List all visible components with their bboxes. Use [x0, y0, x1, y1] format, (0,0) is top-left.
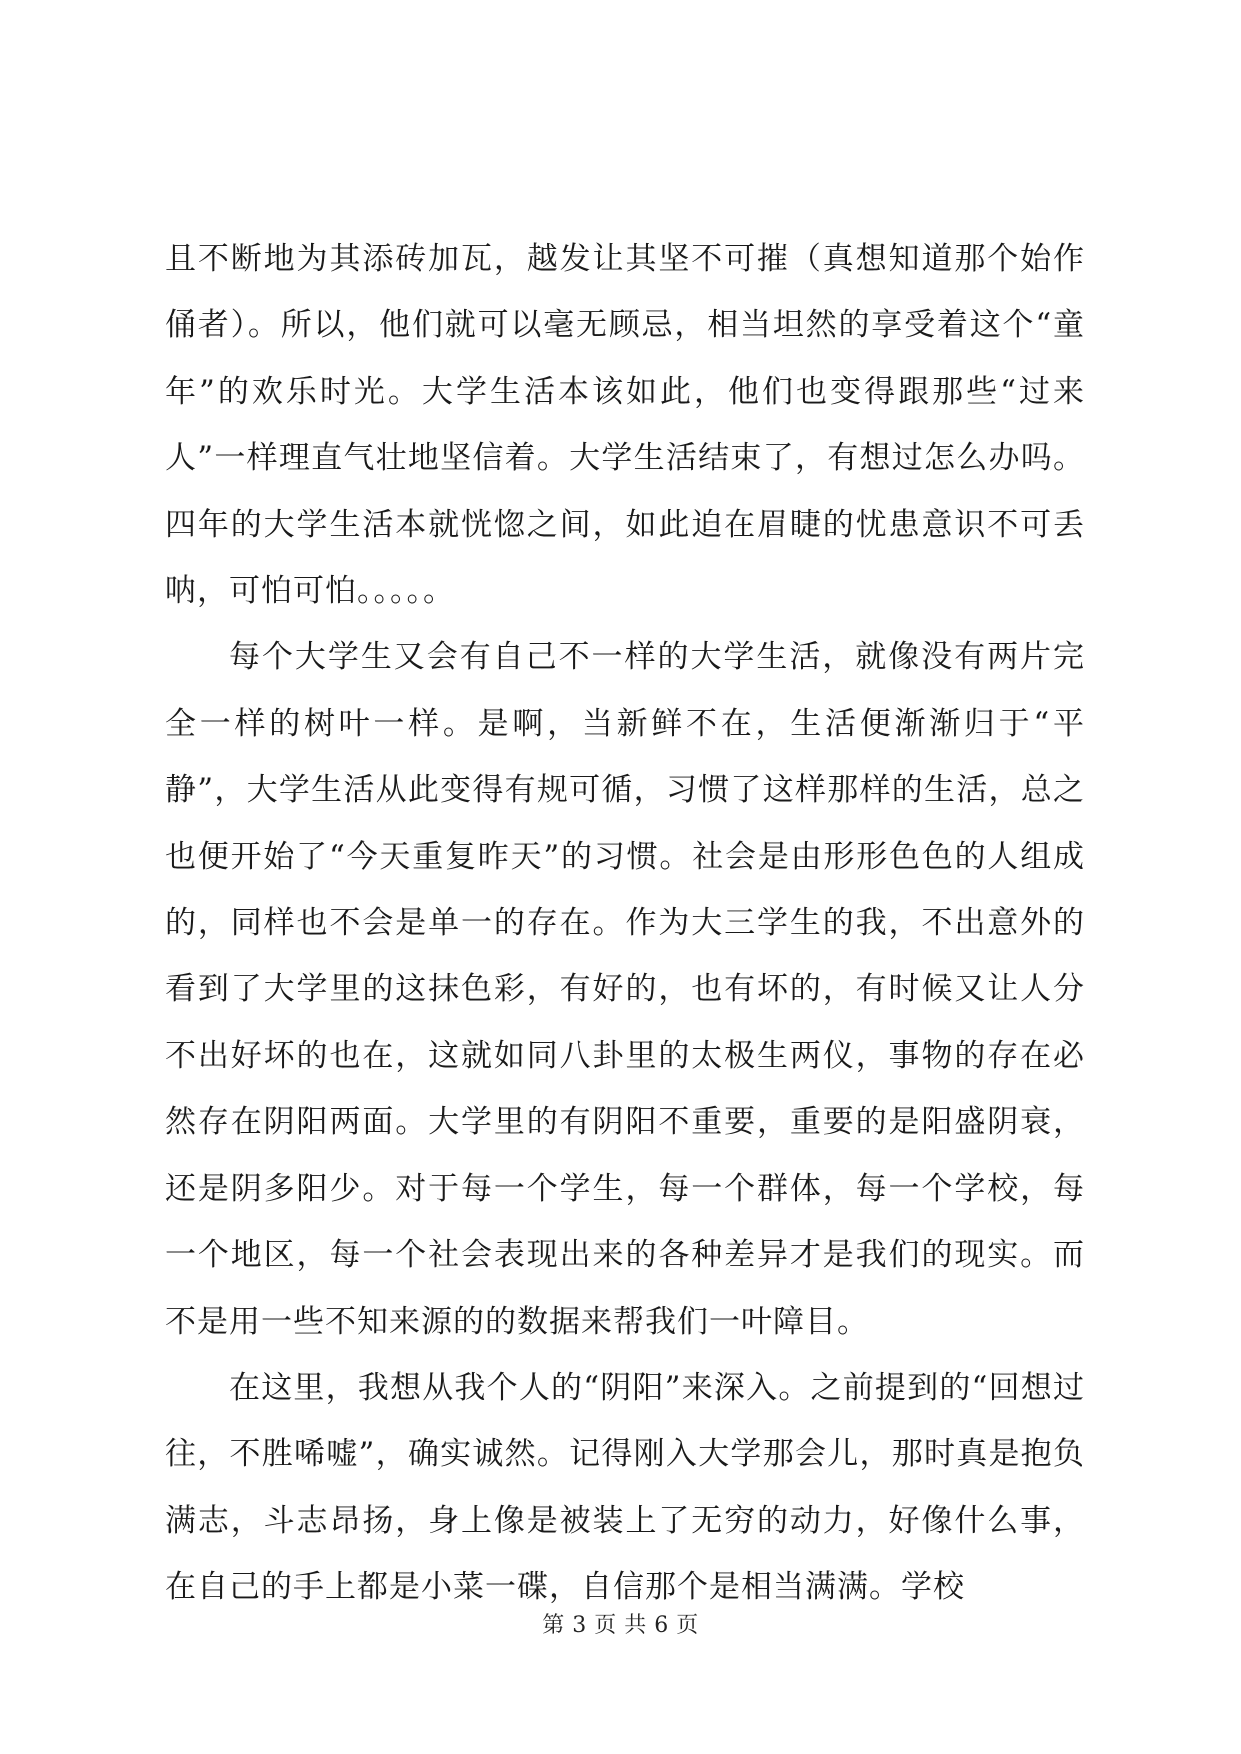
page-number-footer: 第 3 页 共 6 页 [542, 1613, 699, 1638]
body-text [165, 226, 1085, 1621]
paragraph-continued: 且不断地为其添砖加瓦，越发让其坚不可摧（真想知道那个始作俑者）。所以，他们就可以毫无顾忌，相当坦然的享受着这个“童年”的欢乐时光。大学生活本该如此，他们也变得跟那些“过来人”一样理直气壮地坚信着。大学生活结束了，有想过怎么办吗。四年的大学生活本就恍惚之间，如此迫在眉睫的忧患意识不可丢呐，可怕可怕。。。。。 [165, 241, 1085, 610]
paragraph: 在这里，我想从我个人的“阴阳”来深入。之前提到的“回想过往，不胜唏嘘”，确实诚然。记得刚入大学那会儿，那时真是抱负满志，斗志昂扬，身上像是被装上了无穷的动力，好像什么事，在自己的手上都是小菜一碟，自信那个是相当满满。学校 [165, 1369, 1085, 1606]
paragraph: 每个大学生又会有自己不一样的大学生活，就像没有两片完全一样的树叶一样。是啊，当新鲜不在，生活便渐渐归于“平静”，大学生活从此变得有规可循，习惯了这样那样的生活，总之也便开始了“今天重复昨天”的习惯。社会是由形形色色的人组成的，同样也不会是单一的存在。作为大三学生的我，不出意外的看到了大学里的这抹色彩，有好的，也有坏的，有时候又让人分不出好坏的也在，这就如同八卦里的太极生两仪，事物的存在必然存在阴阳两面。大学里的有阴阳不重要，重要的是阳盛阴衰，还是阴多阳少。对于每一个学生，每一个群体，每一个学校，每一个地区，每一个社会表现出来的各种差异才是我们的现实。而不是用一些不知来源的的数据来帮我们一叶障目。 [165, 639, 1085, 1340]
